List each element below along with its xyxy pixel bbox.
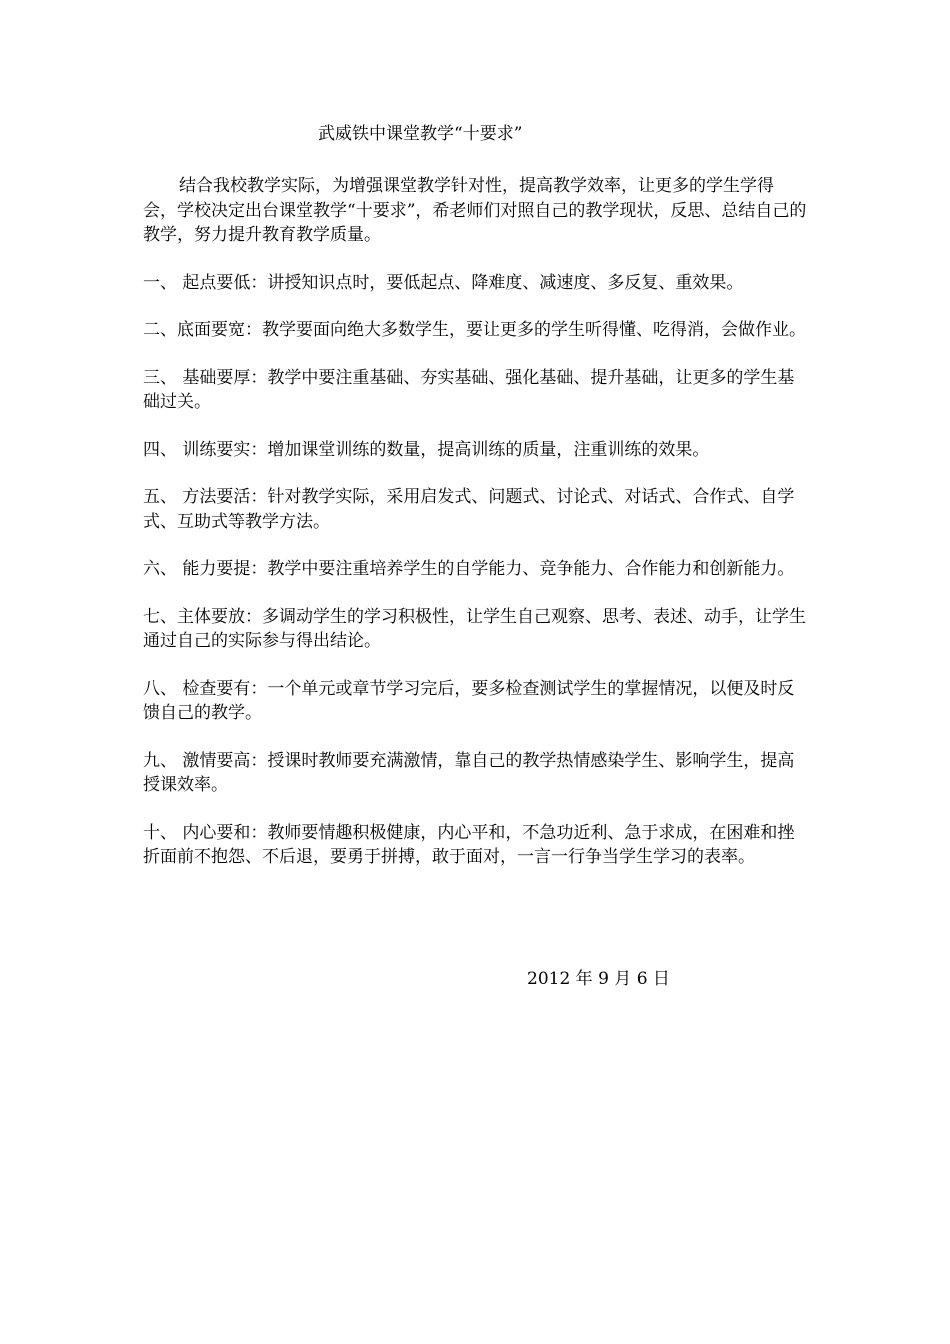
document-body [143, 174, 807, 870]
document-date: 2012 年 9 月 6 日 [527, 969, 670, 989]
requirement-item-2: 二、底面要宽：教学要面向绝大多数学生，要让更多的学生听得懂、吃得消，会做作业。 [143, 320, 806, 340]
requirement-item-9: 九、 激情要高：授课时教师要充满激情，靠自己的教学热情感染学生、影响学生，提高授课效率。 [143, 750, 795, 795]
requirement-item-6: 六、 能力要提：教学中要注重培养学生的自学能力、竞争能力、合作能力和创新能力。 [143, 559, 795, 579]
requirement-item-4: 四、 训练要实：增加课堂训练的数量，提高训练的质量，注重训练的效果。 [143, 439, 710, 460]
requirement-item-7: 七、主体要放：多调动学生的学习积极性，让学生自己观察、思考、表述、动手，让学生通过自己的实际参与得出结论。 [143, 606, 806, 651]
requirement-item-5: 五、 方法要活：针对教学实际，采用启发式、问题式、讨论式、对话式、合作式、自学式、互助式等教学方法。 [143, 487, 795, 532]
intro-paragraph: 结合我校教学实际，为增强课堂教学针对性，提高教学效率，让更多的学生学得会，学校决定出台课堂教学“十要求”，希老师们对照自己的教学现状，反思、总结自己的教学，努力提升教育教学质量。 [143, 176, 807, 245]
requirement-item-10: 十、 内心要和：教师要情趣积极健康，内心平和，不急功近利、急于求成，在困难和挫折面前不抱怨、不后退，要勇于拼搏，敢于面对，一言一行争当学生学习的表率。 [143, 822, 795, 867]
requirement-item-1: 一、 起点要低：讲授知识点时，要低起点、降难度、减速度、多反复、重效果。 [143, 272, 744, 293]
requirement-item-3: 三、 基础要厚：教学中要注重基础、夯实基础、强化基础、提升基础，让更多的学生基础过关。 [143, 367, 795, 412]
document-title: 武威铁中课堂教学“十要求” [318, 124, 523, 144]
requirement-item-8: 八、 检查要有：一个单元或章节学习完后，要多检查测试学生的掌握情况，以便及时反馈自己的教学。 [143, 678, 795, 723]
